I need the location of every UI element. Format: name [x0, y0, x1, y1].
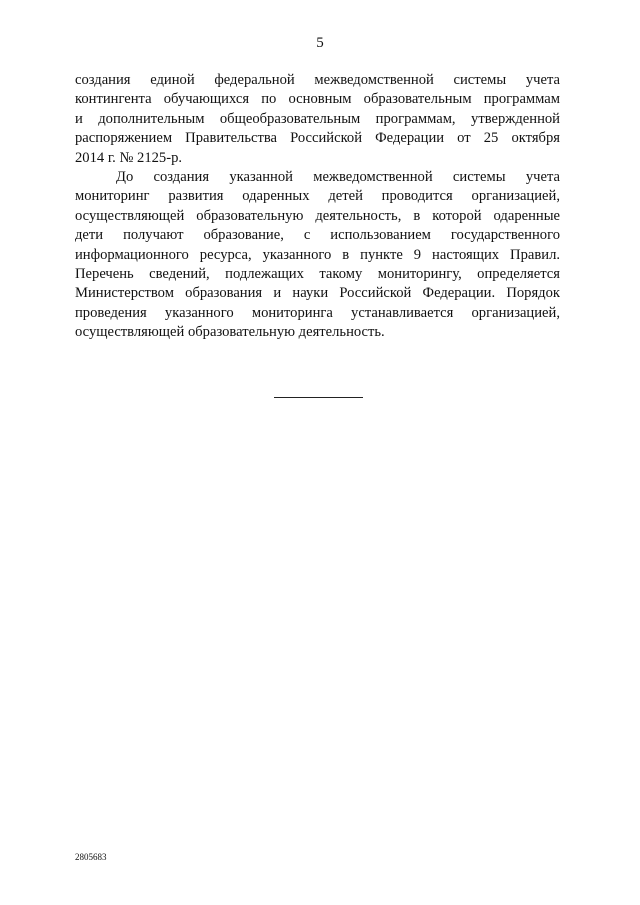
text-line: дети получают образование, с использованием государственного [75, 227, 560, 244]
text-line: информационного ресурса, указанного в пункте 9 настоящих Правил. [75, 246, 560, 263]
text-line: Перечень сведений, подлежащих такому мониторингу, определяется [75, 266, 560, 283]
text-line: распоряжением Правительства Российской Федерации от 25 октября [75, 130, 560, 147]
text-line: 2014 г. № 2125-р. [75, 149, 183, 166]
text-line: Министерством образования и науки Российской Федерации. Порядок [75, 285, 560, 302]
end-separator-line [274, 397, 363, 398]
text-line: осуществляющей образовательную деятельность. [75, 324, 385, 341]
text-line: мониторинг развития одаренных детей проводится организацией, [75, 188, 560, 205]
paragraph-2 [75, 168, 560, 343]
document-code: 2805683 [75, 852, 107, 862]
text-line: осуществляющей образовательную деятельность, в которой одаренные [75, 207, 560, 224]
page-number: 5 [316, 35, 324, 51]
text-line: проведения указанного мониторинга устанавливается организацией, [75, 304, 560, 321]
text-line: До создания указанной межведомственной системы учета [116, 169, 560, 186]
text-line: создания единой федеральной межведомственной системы учета [75, 72, 560, 88]
text-line: и дополнительным общеобразовательным программам, утвержденной [75, 110, 560, 127]
paragraph-1 [75, 71, 560, 168]
document-body [75, 71, 560, 343]
text-line: контингента обучающихся по основным образовательным программам [75, 91, 560, 108]
